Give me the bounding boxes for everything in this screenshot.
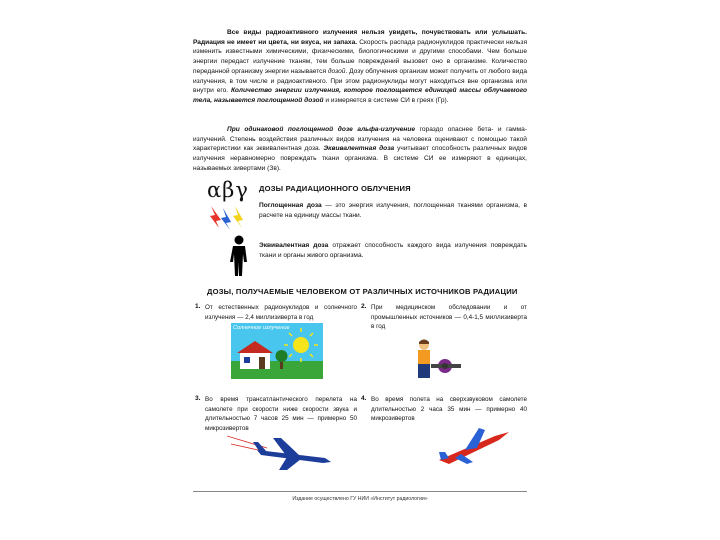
intro-bold-absorbed: Количество энергии излучения, которое поглощается единицей массы облучаемого тела, называется поглощенной дозой — [193, 87, 527, 104]
natural-radiation-picture — [231, 323, 323, 379]
medical-exam-picture — [411, 338, 461, 380]
xray-machine-icon — [431, 359, 461, 373]
equivalent-dose-text: отражает способность каждого вида излучения повреждать ткани и органы живого организма. — [259, 242, 527, 259]
intro-bold-equivalent: Эквивалентная доза — [323, 145, 395, 153]
person-silhouette-icon — [230, 236, 247, 277]
intro-paragraph-1 — [193, 28, 527, 106]
airplane-icon — [253, 438, 331, 470]
intro-text-3: и измеряется в системе СИ в греях (Гр). — [323, 96, 449, 104]
source-item-3-number: 3. — [195, 395, 201, 402]
source-item-4-text: Во время полета на сверхзвуковом самолете длительностью 2 часа 35 мин — примерно 40 микрозивертов — [371, 396, 527, 423]
absorbed-dose-term: Поглощенная доза — [259, 202, 322, 209]
absorbed-dose-text: — это энергия излучения, поглощенная тканями организма, в расчете на единицу массы ткани. — [259, 202, 527, 219]
intro-text-1: Скорость распада радионуклидов практически нельзя изменить известными химическими, физическими, биологическими и другими способами. Чем больше энергии передаст излучение тканям, тем больше повреждений вызовет оно в организме. Количество переданной организму энергии называется — [193, 38, 528, 75]
intro-paragraph-2 — [193, 125, 527, 174]
intro-text-2: . Дозу облучения организм может получить от любого вида излучения, в том числе и радиоактивного. При этом радионуклиды могут находиться вне организма или внутри его. — [193, 67, 527, 95]
sun-caption: Солнечное излучение — [233, 325, 290, 331]
source-item-2-text: При медицинском обследовании и от промышленных источников — 0,4-1,5 миллизиверта в год — [371, 304, 527, 331]
equivalent-dose-term: Эквивалентная доза — [259, 242, 329, 249]
source-item-4-number: 4. — [361, 395, 367, 402]
intro-italic-dose: дозой — [327, 67, 346, 75]
footer-note: Издание осуществлено ГУ НИИ «Институт радиологии» — [292, 496, 428, 502]
greek-letters: αβγ — [207, 178, 249, 202]
intro-text-4: гораздо опаснее бета- и гамма-излучений. Степень воздействия различных видов излучения на человека оценивают с помощью такой характеристики как эквивалентная доза. — [193, 126, 528, 153]
subsonic-plane-picture — [227, 430, 337, 470]
source-item-2-number: 2. — [361, 303, 367, 310]
intro-text-5: учитывает способность различных видов излучения неравномерно повреждать ткани организма. В системе СИ ее измеряют в единицах, называемых зивертами (Зв). — [193, 145, 527, 172]
radiation-rays-icon — [210, 206, 243, 230]
source-item-1-text: От естественных радионуклидов и солнечного излучения — 2,4 миллизиверта в год — [205, 304, 357, 321]
document-page — [193, 18, 527, 508]
radiation-person-illustration — [209, 202, 253, 278]
source-item-1-number: 1. — [195, 303, 201, 310]
footer-divider — [193, 491, 527, 492]
doctor-icon — [418, 340, 430, 379]
intro-bold-1: Все виды радиоактивного излучения нельзя увидеть, почувствовать или услышать. Радиация не имеет ни цвета, ни вкуса, ни запаха. — [193, 29, 527, 46]
intro-italic-alpha: При одинаковой поглощенной дозе альфа-излучение — [227, 126, 416, 133]
sources-section-title: ДОЗЫ, ПОЛУЧАЕМЫЕ ЧЕЛОВЕКОМ ОТ РАЗЛИЧНЫХ ИСТОЧНИКОВ РАДИАЦИИ — [207, 287, 518, 296]
absorbed-dose-definition — [259, 201, 527, 220]
jet-icon — [439, 428, 509, 464]
source-item-3-text: Во время трансатлантического перелета на самолете при скорости ниже скорости звука и длительностью 7 часов 25 мин — примерно 50 микрозивертов — [205, 396, 357, 433]
doses-section-title: ДОЗЫ РАДИАЦИОННОГО ОБЛУЧЕНИЯ — [259, 184, 411, 193]
supersonic-plane-picture — [435, 422, 515, 468]
equivalent-dose-definition — [259, 241, 527, 260]
